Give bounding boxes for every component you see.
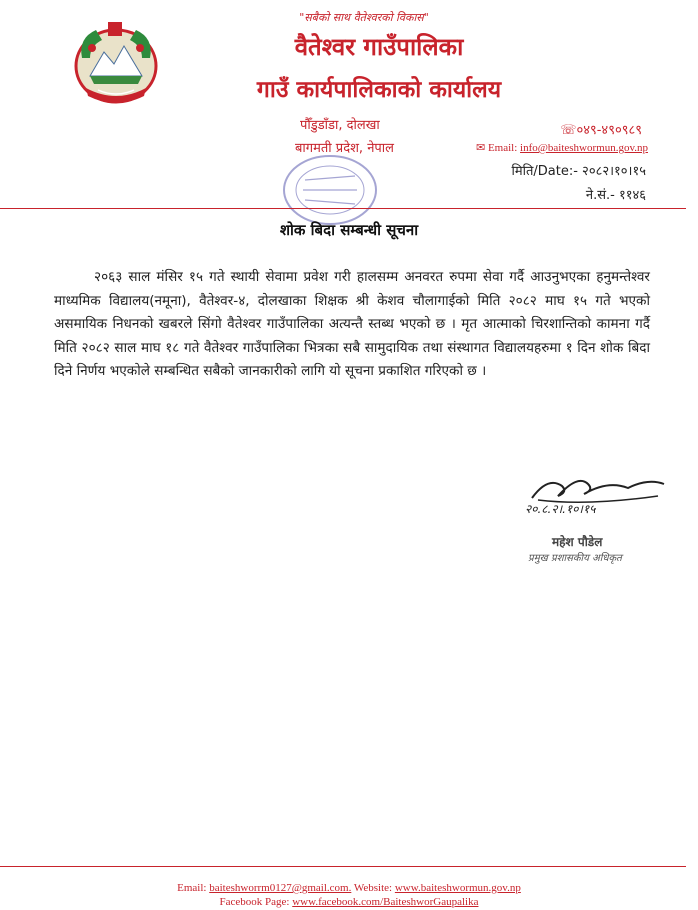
header-email (476, 141, 648, 154)
signatory-name: महेश पौडेल (552, 535, 603, 549)
footer-website-label: Website: (351, 882, 395, 894)
notice-subject: शोक बिदा सम्बन्धी सूचना (279, 221, 419, 239)
footer-contact-line (0, 882, 698, 894)
signatory-title: प्रमुख प्रशासकीय अधिकृत (528, 553, 622, 564)
footer-facebook-link[interactable]: www.facebook.com/BaiteshworGaupalika (292, 896, 479, 908)
slogan: "सबैको साथ वैतेश्वरको विकास" (299, 11, 429, 24)
footer-divider (0, 866, 686, 867)
org-name-line1: वैतेश्वर गाउँपालिका (294, 33, 464, 61)
footer-facebook-line (0, 896, 698, 908)
nepal-sambat-year: ने.सं.- ११४६ (585, 188, 646, 203)
address-line1: पौँडुडाँडा, दोलखा (300, 118, 380, 133)
header-divider (0, 208, 686, 209)
footer-email-label: Email: (177, 882, 210, 894)
org-name-line2: गाउँ कार्यपालिकाको कार्यालय (256, 77, 502, 103)
phone-number: ☏०४९-४९०९८९ (560, 123, 642, 138)
signature-date: २०.८.२।.१०।१५ (525, 502, 596, 516)
footer-website-link[interactable]: www.baiteshwormun.gov.np (394, 882, 521, 894)
email-label: ✉ Email: (475, 142, 521, 154)
office-stamp (275, 150, 385, 230)
address-line2: बागमती प्रदेश, नेपाल (295, 141, 394, 156)
footer-facebook-label: Facebook Page: (219, 896, 293, 908)
email-link[interactable]: info@baiteshwormun.gov.np (520, 142, 648, 154)
footer-email-link[interactable]: baiteshworrm0127@gmail.com. (209, 882, 352, 894)
date-line: मिति/Date:- २०८२।१०।१५ (511, 164, 646, 179)
notice-body: २०६३ साल मंसिर १५ गते स्थायी सेवामा प्रवेश गरी हालसम्म अनवरत रुपमा सेवा गर्दै आउनुभएका हनुमन्तेश्वर माध्यमिक विद्यालय(नमूना), वैतेश्वर-४, दोलखाका शिक्षक श्री केशव चौलागाईको मिति २०८२ माघ १५ गते भएको असमायिक निधनको खबरले सिंगो वैतेश्वर गाउँपालिका अत्यन्तै स्तब्ध भएको छ । मृत आत्माको चिरशान्तिको कामना गर्दै मिति २०८२ साल माघ १८ गते वैतेश्वर गाउँपालिका भित्रका सबै सामुदायिक तथा संस्थागत विद्यालयहरुमा १ दिन शोक बिदा दिने निर्णय भएकोले सम्बन्धित सबैको जानकारीको लागि यो सूचना प्रकाशित गरिएको छ । (54, 269, 650, 380)
